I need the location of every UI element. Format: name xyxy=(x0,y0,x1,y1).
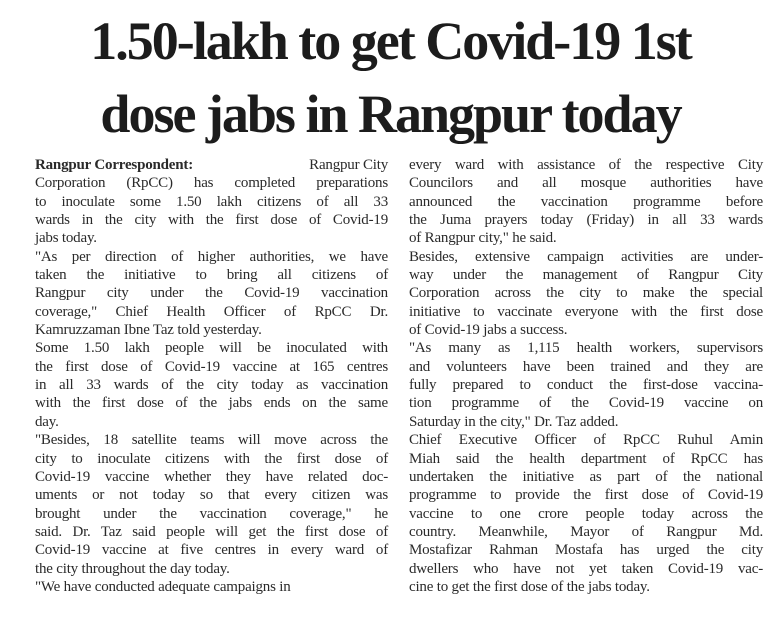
text-line: way under the management of Rangpur City xyxy=(409,267,763,284)
text-line: cine to get the first dose of the jabs today. xyxy=(409,578,650,595)
text-line: programme to provide the first dose of Covid-19 xyxy=(409,487,763,504)
text-line: the city throughout the day today. xyxy=(35,560,230,577)
text-line: Saturday in the city," Dr. Taz added. xyxy=(409,413,619,430)
text-line: Chief Executive Officer of RpCC Ruhul Amin xyxy=(409,432,763,449)
text-line: undertaken the initiative as part of the national xyxy=(409,468,763,485)
text-line: country. Meanwhile, Mayor of Rangpur Md. xyxy=(409,523,763,540)
text-line: of Rangpur city," he said. xyxy=(409,230,557,247)
text-line: the Juma prayers today (Friday) in all 33 wards xyxy=(409,212,763,229)
text-line: "As per direction of higher authorities, we have xyxy=(35,248,388,265)
text-line: fully prepared to conduct the first-dose vaccina- xyxy=(409,377,763,394)
text-line: brought under the vaccination coverage," he xyxy=(35,505,388,522)
text-line: Kamruzzaman Ibne Taz told yesterday. xyxy=(35,322,262,339)
text-line: Miah said the health department of RpCC has xyxy=(409,450,763,467)
text-line: Mostafizar Rahman Mostafa has urged the city xyxy=(409,542,763,559)
text-line: Rangpur city under the Covid-19 vaccination xyxy=(35,285,388,302)
text-line: "Besides, 18 satellite teams will move across the xyxy=(35,432,388,449)
text-line: city to inoculate citizens with the first dose of xyxy=(35,450,388,467)
text-line: with the first dose of the jabs ends on the same xyxy=(35,395,388,412)
text-line: and volunteers have been trained and they are xyxy=(409,358,763,375)
text-line: to inoculate some 1.50 lakh citizens of all 33 xyxy=(35,193,388,210)
article-paragraph xyxy=(35,431,388,578)
article-paragraph xyxy=(409,156,763,248)
article-paragraph xyxy=(35,339,388,431)
text-line: said. Dr. Taz said people will get the first dose of xyxy=(35,523,388,540)
text-line: dwellers who have not yet taken Covid-19 vac- xyxy=(409,560,763,577)
text-line: Councilors and all mosque authorities have xyxy=(409,175,763,192)
headline-text: dose jabs in Rangpur today xyxy=(100,84,681,144)
text-line: day. xyxy=(35,413,59,430)
headline-line-2 xyxy=(0,79,781,149)
text-line: taken the initiative to bring all citizens of xyxy=(35,267,388,284)
article-paragraph xyxy=(35,578,388,596)
article-paragraph xyxy=(409,339,763,431)
byline: Rangpur Correspondent: xyxy=(35,157,193,173)
text-line: Covid-19 vaccine at five centres in every ward of xyxy=(35,542,388,559)
text-line-content: Rangpur City xyxy=(309,157,388,173)
text-line: the first dose of Covid-19 vaccine at 165 centres xyxy=(35,358,388,375)
article-column-1 xyxy=(35,156,388,596)
text-line: jabs today. xyxy=(35,230,97,247)
text-line: announced the vaccination programme before xyxy=(409,193,763,210)
text-line: initiative to vaccinate everyone with the first dose xyxy=(409,303,763,320)
text-line: in all 33 wards of the city today as vaccination xyxy=(35,377,388,394)
article-paragraph xyxy=(409,431,763,596)
text-line: Covid-19 vaccine whether they have related doc- xyxy=(35,468,388,485)
text-line: Some 1.50 lakh people will be inoculated with xyxy=(35,340,388,357)
headline-line-1 xyxy=(0,6,781,76)
text-line: tion programme of the Covid-19 vaccine on xyxy=(409,395,763,412)
text-line xyxy=(35,156,388,174)
text-line: "We have conducted adequate campaigns in xyxy=(35,578,291,595)
article-column-2 xyxy=(409,156,763,596)
text-line: Besides, extensive campaign activities are under- xyxy=(409,248,763,265)
text-line: of Covid-19 jabs a success. xyxy=(409,322,568,339)
article-paragraph xyxy=(35,248,388,340)
text-line: Corporation across the city to make the special xyxy=(409,285,763,302)
article-paragraph xyxy=(409,248,763,340)
text-line: every ward with assistance of the respective City xyxy=(409,157,763,173)
article-paragraph xyxy=(35,156,388,248)
headline-text: 1.50-lakh to get Covid-19 1st xyxy=(90,11,691,71)
text-line: uments or not today so that every citizen was xyxy=(35,487,388,504)
text-line: coverage," Chief Health Officer of RpCC Dr. xyxy=(35,303,388,320)
text-line: wards in the city with the first dose of Covid-19 xyxy=(35,212,388,229)
text-line: "As many as 1,115 health workers, supervisors xyxy=(409,340,763,357)
text-line: Corporation (RpCC) has completed preparations xyxy=(35,175,388,192)
text-line: vaccine to one crore people today across the xyxy=(409,505,763,522)
